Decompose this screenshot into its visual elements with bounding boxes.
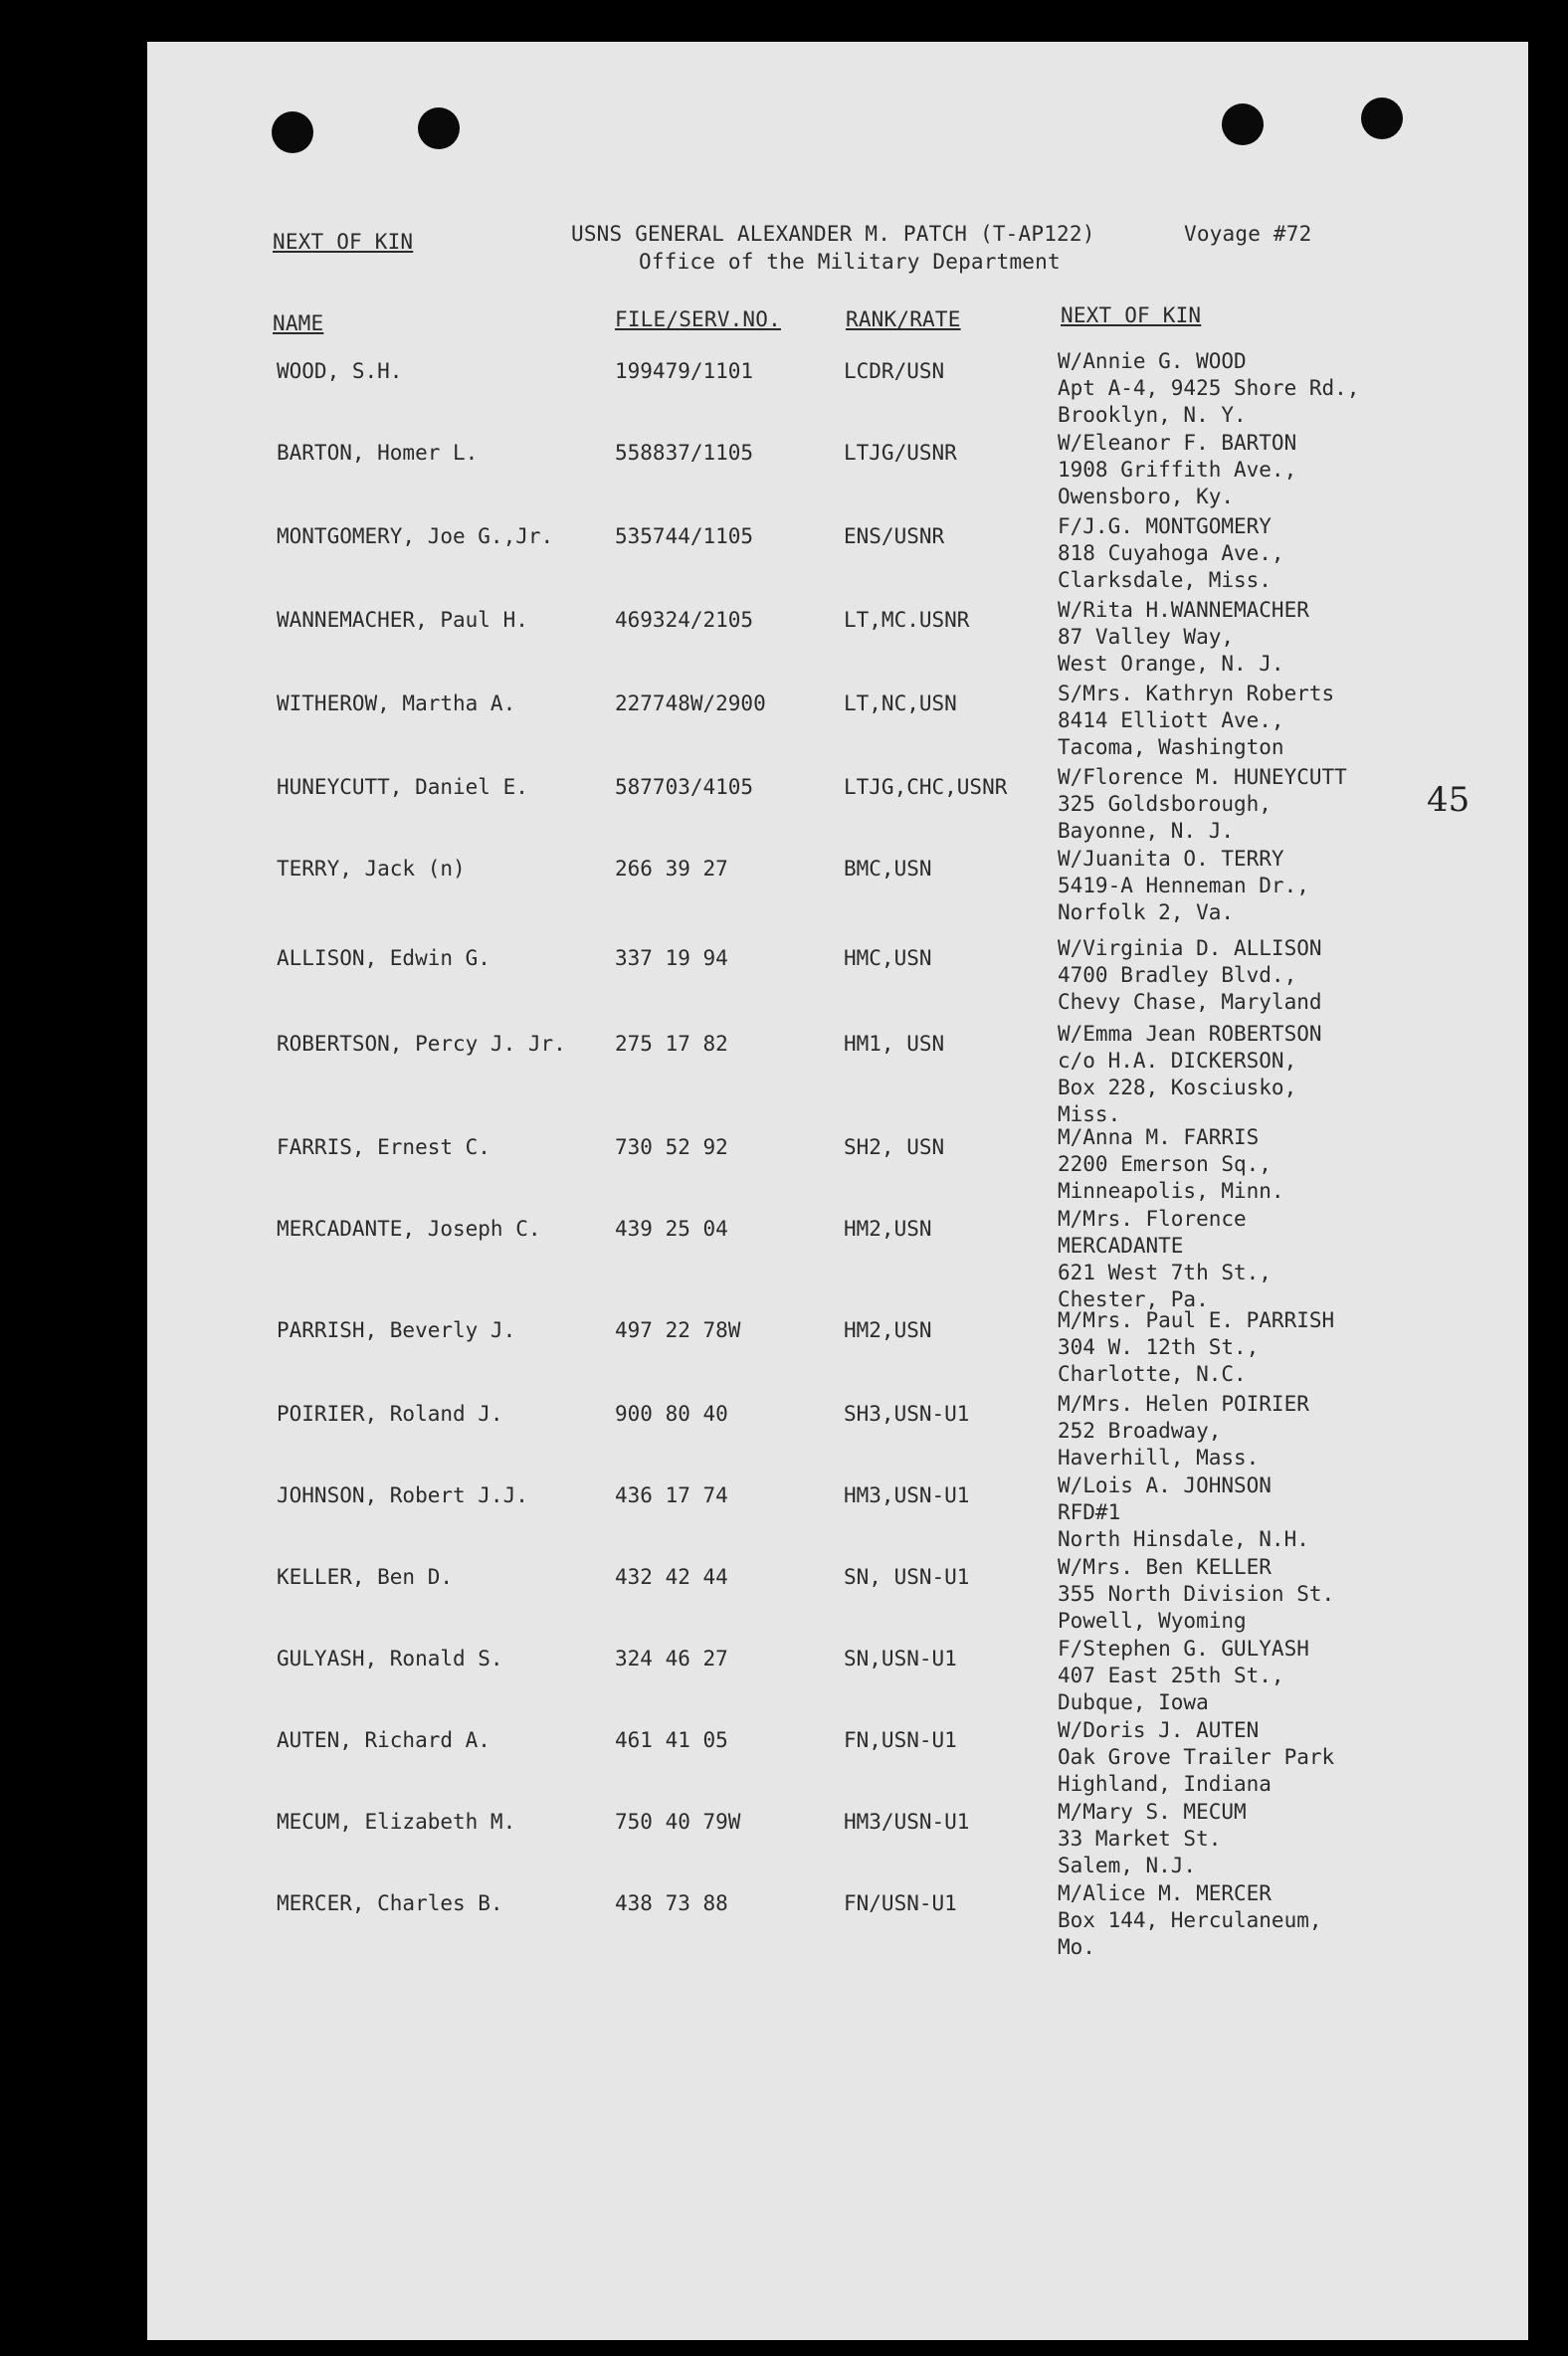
entry-name: PARRISH, Beverly J. [277, 1318, 516, 1342]
column-header-rank: RANK/RATE [846, 307, 961, 331]
punch-hole-1 [272, 111, 313, 153]
table-row [147, 936, 1528, 1025]
kin-line: W/Annie G. WOOD [1058, 349, 1247, 373]
kin-line: F/Stephen G. GULYASH [1058, 1637, 1309, 1661]
kin-line: W/Rita H.WANNEMACHER [1058, 598, 1309, 622]
entry-rank: SH3,USN-U1 [844, 1402, 970, 1426]
kin-line: Chevy Chase, Maryland [1058, 990, 1322, 1014]
entry-file-number: 587703/4105 [615, 775, 754, 799]
table-row [147, 1392, 1528, 1480]
entry-file-number: 227748W/2900 [615, 691, 766, 715]
entry-name: KELLER, Ben D. [277, 1565, 454, 1589]
kin-line: Clarksdale, Miss. [1058, 568, 1272, 592]
kin-line: W/Doris J. AUTEN [1058, 1718, 1260, 1742]
kin-line: W/Virginia D. ALLISON [1058, 936, 1322, 960]
punch-hole-4 [1361, 98, 1403, 139]
entry-file-number: 199479/1101 [615, 359, 754, 383]
entry-next-of-kin [1058, 1206, 1272, 1313]
entry-name: ALLISON, Edwin G. [277, 946, 490, 970]
entry-name: ROBERTSON, Percy J. Jr. [277, 1032, 566, 1056]
kin-line: 304 W. 12th St., [1058, 1335, 1260, 1359]
kin-line: M/Mary S. MECUM [1058, 1800, 1247, 1824]
kin-line: M/Anna M. FARRIS [1058, 1125, 1260, 1149]
kin-line: M/Mrs. Paul E. PARRISH [1058, 1308, 1335, 1332]
kin-line: 818 Cuyahoga Ave., [1058, 541, 1284, 565]
entry-name: MERCADANTE, Joseph C. [277, 1217, 541, 1241]
kin-line: 1908 Griffith Ave., [1058, 458, 1297, 482]
kin-line: Box 144, Herculaneum, [1058, 1908, 1322, 1932]
office-line: Office of the Military Department [639, 250, 1061, 274]
kin-line: Minneapolis, Minn. [1058, 1179, 1284, 1203]
entry-rank: HM1, USN [844, 1032, 945, 1056]
kin-line: RFD#1 [1058, 1500, 1121, 1524]
table-row [147, 514, 1528, 603]
entry-next-of-kin [1058, 1554, 1334, 1635]
entry-rank: LT,NC,USN [844, 691, 957, 715]
entry-rank: HM3,USN-U1 [844, 1483, 970, 1507]
entry-file-number: 275 17 82 [615, 1032, 728, 1056]
kin-line: 355 North Division St. [1058, 1582, 1335, 1606]
entry-name: AUTEN, Richard A. [277, 1728, 490, 1752]
entry-rank: LCDR/USN [844, 359, 945, 383]
kin-line: Bayonne, N. J. [1058, 819, 1235, 843]
entry-file-number: 750 40 79W [615, 1810, 741, 1834]
entry-file-number: 438 73 88 [615, 1891, 728, 1915]
entry-rank: SN,USN-U1 [844, 1647, 957, 1670]
table-row [147, 682, 1528, 770]
table-row [147, 1881, 1528, 1970]
entry-name: WOOD, S.H. [277, 359, 403, 383]
kin-line: North Hinsdale, N.H. [1058, 1527, 1309, 1551]
kin-line: Charlotte, N.C. [1058, 1362, 1247, 1386]
entry-rank: LTJG,CHC,USNR [844, 775, 1008, 799]
kin-line: W/Mrs. Ben KELLER [1058, 1555, 1272, 1579]
entry-name: JOHNSON, Robert J.J. [277, 1483, 528, 1507]
kin-line: W/Florence M. HUNEYCUTT [1058, 765, 1347, 789]
kin-line: Owensboro, Ky. [1058, 485, 1235, 508]
document-page [147, 42, 1528, 2340]
entry-name: MONTGOMERY, Joe G.,Jr. [277, 524, 554, 548]
entry-rank: LTJG/USNR [844, 441, 957, 465]
kin-line: c/o H.A. DICKERSON, [1058, 1049, 1297, 1073]
entry-rank: ENS/USNR [844, 524, 945, 548]
kin-line: 33 Market St. [1058, 1827, 1222, 1851]
entry-file-number: 461 41 05 [615, 1728, 728, 1752]
table-row [147, 1022, 1528, 1126]
entry-file-number: 337 19 94 [615, 946, 728, 970]
column-header-file: FILE/SERV.NO. [615, 307, 781, 331]
table-row [147, 349, 1528, 438]
entry-next-of-kin [1058, 430, 1296, 510]
entry-next-of-kin [1058, 935, 1322, 1016]
entry-file-number: 730 52 92 [615, 1135, 728, 1159]
kin-line: W/Emma Jean ROBERTSON [1058, 1022, 1322, 1046]
kin-line: 5419-A Henneman Dr., [1058, 874, 1309, 897]
table-row [147, 1308, 1528, 1397]
entry-next-of-kin [1058, 348, 1359, 429]
entry-next-of-kin [1058, 846, 1309, 926]
kin-line: 407 East 25th St., [1058, 1664, 1284, 1687]
kin-line: S/Mrs. Kathryn Roberts [1058, 682, 1335, 705]
margin-note: 45 [1427, 780, 1470, 820]
table-row [147, 1800, 1528, 1888]
entry-rank: HM3/USN-U1 [844, 1810, 970, 1834]
kin-line: W/Lois A. JOHNSON [1058, 1473, 1272, 1497]
entry-next-of-kin [1058, 1124, 1284, 1205]
entry-file-number: 432 42 44 [615, 1565, 728, 1589]
entry-next-of-kin [1058, 597, 1309, 678]
table-row [147, 1473, 1528, 1562]
kin-line: Haverhill, Mass. [1058, 1446, 1260, 1470]
entry-rank: SN, USN-U1 [844, 1565, 970, 1589]
entry-file-number: 439 25 04 [615, 1217, 728, 1241]
kin-line: 325 Goldsborough, [1058, 792, 1272, 816]
kin-line: Powell, Wyoming [1058, 1609, 1247, 1633]
kin-line: 252 Broadway, [1058, 1419, 1222, 1443]
kin-line: Norfolk 2, Va. [1058, 900, 1235, 924]
kin-line: 4700 Bradley Blvd., [1058, 963, 1297, 987]
column-header-kin: NEXT OF KIN [1061, 303, 1202, 327]
entry-name: TERRY, Jack (n) [277, 857, 466, 881]
kin-line: Miss. [1058, 1102, 1121, 1126]
punch-hole-3 [1222, 103, 1264, 145]
kin-line: 621 West 7th St., [1058, 1261, 1272, 1284]
entry-name: WANNEMACHER, Paul H. [277, 608, 528, 632]
voyage-number: Voyage #72 [1184, 222, 1312, 246]
entry-rank: HMC,USN [844, 946, 932, 970]
entry-file-number: 266 39 27 [615, 857, 728, 881]
entry-file-number: 535744/1105 [615, 524, 754, 548]
entry-next-of-kin [1058, 1307, 1334, 1388]
entry-rank: HM2,USN [844, 1318, 932, 1342]
table-row [147, 1637, 1528, 1725]
entry-next-of-kin [1058, 1880, 1322, 1961]
table-row [147, 598, 1528, 687]
punch-hole-2 [418, 107, 460, 149]
kin-line: 2200 Emerson Sq., [1058, 1152, 1272, 1176]
entry-file-number: 900 80 40 [615, 1402, 728, 1426]
kin-line: 8414 Elliott Ave., [1058, 708, 1284, 732]
entry-name: POIRIER, Roland J. [277, 1402, 503, 1426]
entry-file-number: 324 46 27 [615, 1647, 728, 1670]
entry-rank: FN,USN-U1 [844, 1728, 957, 1752]
entry-name: BARTON, Homer L. [277, 441, 479, 465]
entry-next-of-kin [1058, 1391, 1309, 1472]
kin-line: M/Mrs. Florence [1058, 1207, 1247, 1231]
entry-rank: SH2, USN [844, 1135, 945, 1159]
kin-line: M/Mrs. Helen POIRIER [1058, 1392, 1309, 1416]
entry-rank: BMC,USN [844, 857, 932, 881]
table-row [147, 847, 1528, 935]
entry-file-number: 558837/1105 [615, 441, 754, 465]
entry-rank: LT,MC.USNR [844, 608, 970, 632]
entry-next-of-kin [1058, 1717, 1334, 1798]
column-header-name: NAME [273, 311, 324, 335]
entry-name: MECUM, Elizabeth M. [277, 1810, 516, 1834]
kin-line: M/Alice M. MERCER [1058, 1881, 1272, 1905]
entry-next-of-kin [1058, 1472, 1309, 1553]
next-of-kin-title: NEXT OF KIN [273, 230, 414, 254]
table-row [147, 431, 1528, 519]
table-row [147, 1718, 1528, 1807]
ship-name: USNS GENERAL ALEXANDER M. PATCH (T-AP122) [571, 222, 1095, 246]
kin-line: West Orange, N. J. [1058, 652, 1284, 676]
kin-line: Dubque, Iowa [1058, 1690, 1209, 1714]
kin-line: Brooklyn, N. Y. [1058, 403, 1247, 427]
entry-name: FARRIS, Ernest C. [277, 1135, 490, 1159]
entry-rank: HM2,USN [844, 1217, 932, 1241]
kin-line: Apt A-4, 9425 Shore Rd., [1058, 376, 1360, 400]
kin-line: MERCADANTE [1058, 1234, 1184, 1258]
kin-line: F/J.G. MONTGOMERY [1058, 514, 1272, 538]
kin-line: Chester, Pa. [1058, 1287, 1209, 1311]
kin-line: 87 Valley Way, [1058, 625, 1235, 649]
kin-line: W/Juanita O. TERRY [1058, 847, 1284, 871]
table-row [147, 1125, 1528, 1214]
entry-name: HUNEYCUTT, Daniel E. [277, 775, 528, 799]
entry-next-of-kin [1058, 1021, 1322, 1128]
table-row [147, 1207, 1528, 1311]
kin-line: Highland, Indiana [1058, 1772, 1272, 1796]
entry-file-number: 469324/2105 [615, 608, 754, 632]
entry-file-number: 436 17 74 [615, 1483, 728, 1507]
entry-name: WITHEROW, Martha A. [277, 691, 516, 715]
entry-next-of-kin [1058, 1636, 1309, 1716]
entry-name: MERCER, Charles B. [277, 1891, 503, 1915]
entry-file-number: 497 22 78W [615, 1318, 741, 1342]
entry-next-of-kin [1058, 764, 1347, 845]
kin-line: Tacoma, Washington [1058, 735, 1284, 759]
kin-line: Salem, N.J. [1058, 1854, 1197, 1877]
entry-next-of-kin [1058, 681, 1334, 761]
entry-name: GULYASH, Ronald S. [277, 1647, 503, 1670]
entry-rank: FN/USN-U1 [844, 1891, 957, 1915]
table-row [147, 765, 1528, 854]
kin-line: W/Eleanor F. BARTON [1058, 431, 1297, 455]
kin-line: Mo. [1058, 1935, 1095, 1959]
kin-line: Box 228, Kosciusko, [1058, 1076, 1297, 1099]
table-row [147, 1555, 1528, 1644]
kin-line: Oak Grove Trailer Park [1058, 1745, 1335, 1769]
entry-next-of-kin [1058, 1799, 1247, 1879]
entry-next-of-kin [1058, 513, 1284, 594]
